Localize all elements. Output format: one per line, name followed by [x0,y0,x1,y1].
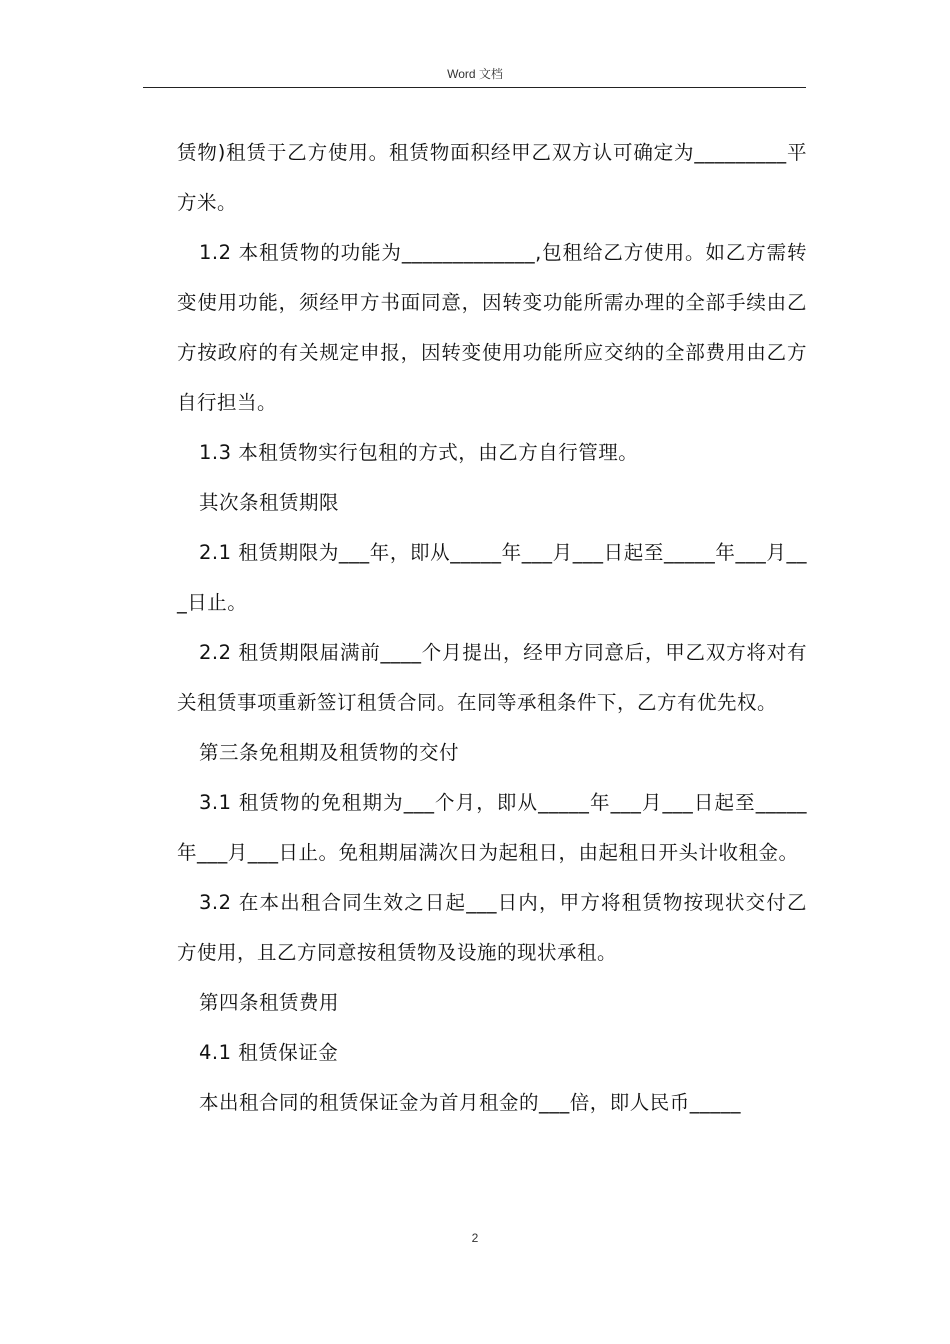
paragraph-1-2: 1.2 本租赁物的功能为_____________,包租给乙方使用。如乙方需转变使用功能，须经甲方书面同意，因转变功能所需办理的全部手续由乙方按政府的有关规定申报，因转变使用功能所应交纳的全部费用由乙方自行担当。 [177,241,807,414]
page-header: Word 文档 [447,67,503,81]
paragraph-2-2: 2.2 租赁期限届满前____个月提出，经甲方同意后，甲乙双方将对有关租赁事项重新签订租赁合同。在同等承租条件下，乙方有优先权。 [177,641,807,714]
paragraph-1-1-continued: 赁物)租赁于乙方使用。租赁物面积经甲乙双方认可确定为_________平方米。 [177,141,807,214]
paragraph-1-3: 1.3 本租赁物实行包租的方式，由乙方自行管理。 [199,441,639,464]
section-heading-2: 其次条租赁期限 [199,491,340,514]
header-divider [143,87,806,88]
paragraph-2-1: 2.1 租赁期限为___年，即从_____年___月___日起至_____年___月___日止。 [177,541,807,614]
paragraph-3-2: 3.2 在本出租合同生效之日起___日内，甲方将租赁物按现状交付乙方使用，且乙方同意按租赁物及设施的现状承租。 [177,891,807,964]
page-number: 2 [471,1231,479,1245]
document-body [177,128,807,1128]
paragraph-3-1: 3.1 租赁物的免租期为___个月，即从_____年___月___日起至_____年___月___日止。免租期届满次日为起租日，由起租日开头计收租金。 [177,791,807,864]
section-heading-4: 第四条租赁费用 [199,991,340,1014]
paragraph-4-1: 4.1 租赁保证金 [199,1041,339,1064]
section-heading-3: 第三条免租期及租赁物的交付 [199,741,460,764]
paragraph-4-1-body: 本出租合同的租赁保证金为首月租金的___倍，即人民币_____ [199,1091,742,1114]
